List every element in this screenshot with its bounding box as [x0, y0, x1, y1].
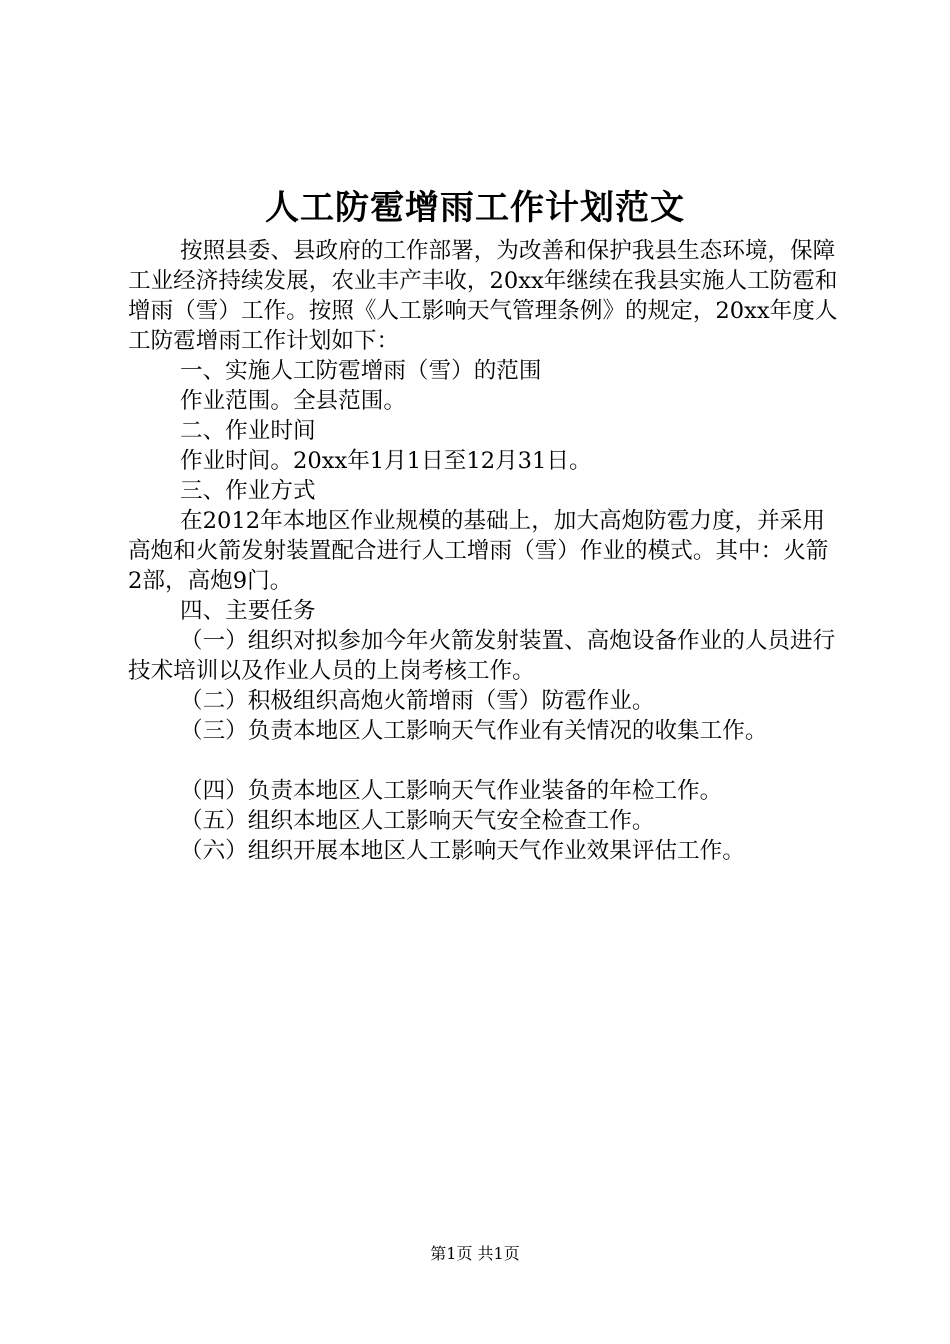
section-body-time: 作业时间。20xx年1月1日至12月31日。	[180, 448, 592, 474]
section-heading-tasks: 四、主要任务	[180, 598, 316, 624]
section-heading-scope: 一、实施人工防雹增雨（雪）的范围	[180, 358, 542, 384]
task-item: （五）组织本地区人工影响天气安全检查工作。	[180, 808, 655, 834]
section-heading-method: 三、作业方式	[180, 478, 316, 504]
blank-line	[128, 746, 840, 776]
task-item: （四）负责本地区人工影响天气作业装备的年检工作。	[180, 778, 723, 804]
document-title: 人工防雹增雨工作计划范文	[265, 188, 685, 228]
task-item: （三）负责本地区人工影响天气作业有关情况的收集工作。	[180, 718, 768, 744]
intro-paragraph: 按照县委、县政府的工作部署，为改善和保护我县生态环境，保障工业经济持续发展，农业丰产丰收，20xx年继续在我县实施人工防雹和增雨（雪）工作。按照《人工影响天气管理条例》的规定，20xx年度人工防雹增雨工作计划如下：	[128, 238, 838, 354]
document-body	[128, 236, 840, 866]
section-heading-time: 二、作业时间	[180, 418, 316, 444]
section-body-scope: 作业范围。全县范围。	[180, 388, 406, 414]
task-item: （二）积极组织高炮火箭增雨（雪）防雹作业。	[180, 688, 655, 714]
section-body-method: 在2012年本地区作业规模的基础上，加大高炮防雹力度，并采用高炮和火箭发射装置配合进行人工增雨（雪）作业的模式。其中：火箭2部，高炮9门。	[128, 508, 829, 594]
task-item: （六）组织开展本地区人工影响天气作业效果评估工作。	[180, 838, 745, 864]
task-item: （一）组织对拟参加今年火箭发射装置、高炮设备作业的人员进行技术培训以及作业人员的上岗考核工作。	[128, 628, 836, 684]
page-footer: 第1页 共1页	[430, 1244, 520, 1263]
